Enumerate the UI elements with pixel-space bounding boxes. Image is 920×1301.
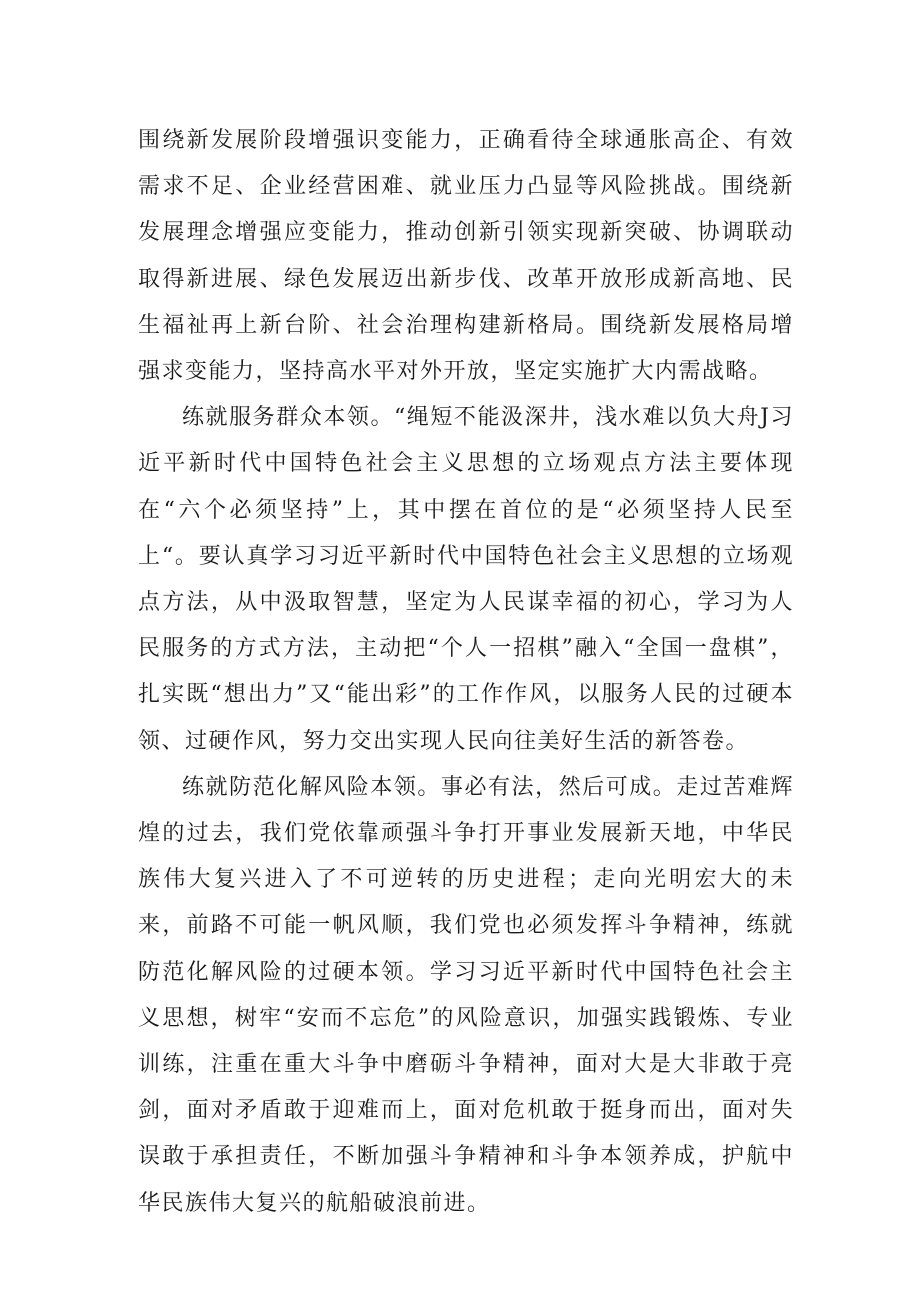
paragraph-intro: 围绕新发展阶段增强识变能力，正确看待全球通胀高企、有效需求不足、企业经营困难、就业压力凸显等风险挑战。围绕新发展理念增强应变能力，推动创新引领实现新突破、协调联动取得新进展、绿色发展迈出新步伐、改革开放形成新高地、民生福祉再上新台阶、社会治理构建新格局。围绕新发展格局增强求变能力，坚持高水平对外开放，坚定实施扩大内需战略。 xyxy=(138,128,794,385)
paragraph-risk-prevention: 练就防范化解风险本领。事必有法，然后可成。走过苦难辉煌的过去，我们党依靠顽强斗争打开事业发展新天地，中华民族伟大复兴进入了不可逆转的历史进程；走向光明宏大的未来，前路不可能一帆风顺，我们党也必须发挥斗争精神，练就防范化解风险的过硬本领。学习习近平新时代中国特色社会主义思想，树牢“安而不忘危”的风险意识，加强实践锻炼、专业训练，注重在重大斗争中磨砺斗争精神，面对大是大非敢于亮剑，面对矛盾敢于迎难而上，面对危机敢于挺身而出，面对失误敢于承担责任，不断加强斗争精神和斗争本领养成，护航中华民族伟大复兴的航船破浪前进。 xyxy=(138,774,794,1216)
document-body xyxy=(138,118,794,1227)
paragraph-serve-the-people: 练就服务群众本领。“绳短不能汲深井，浅水难以负大舟J习近平新时代中国特色社会主义思想的立场观点方法主要体现在“六个必须坚持”上，其中摆在首位的是“必须坚持人民至上“。要认真学习习近平新时代中国特色社会主义思想的立场观点方法，从中汲取智慧，坚定为人民谋幸福的初心，学习为人民服务的方式方法，主动把“个人一招棋”融入“全国一盘棋”，扎实既“想出力”又“能出彩”的工作作风，以服务人民的过硬本领、过硬作风，努力交出实现人民向往美好生活的新答卷。 xyxy=(138,405,794,754)
